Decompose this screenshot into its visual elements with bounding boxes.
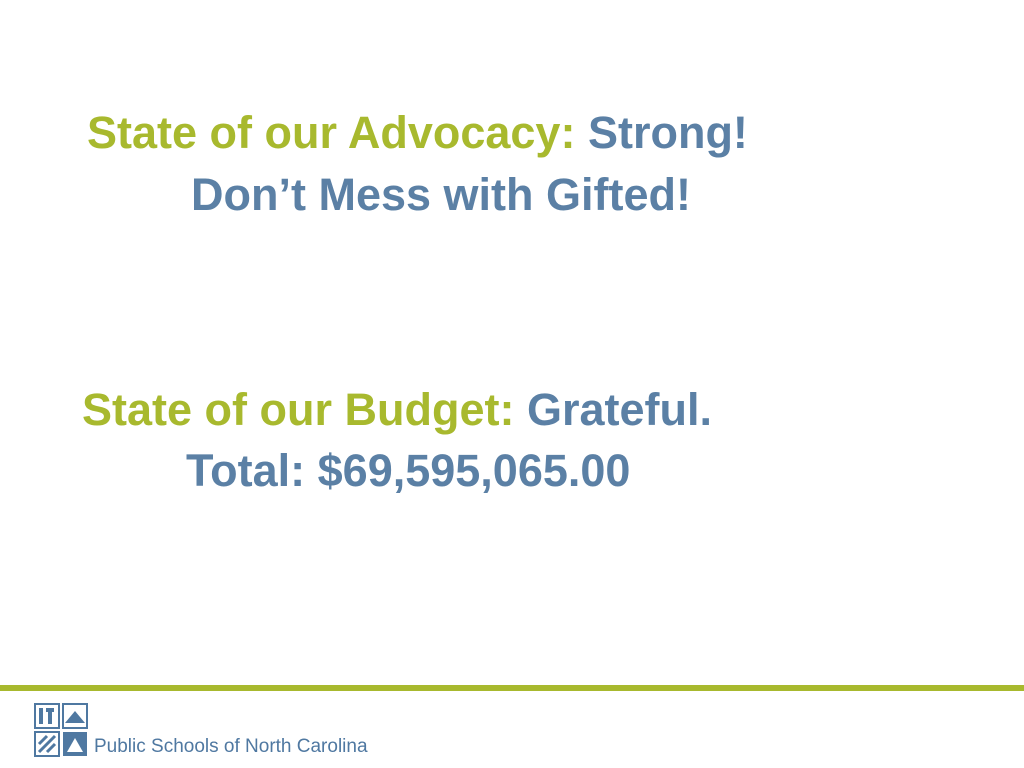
advocacy-label: State of our Advocacy:: [87, 107, 576, 158]
advocacy-heading: [87, 107, 748, 158]
budget-total: Total: $69,595,065.00: [186, 445, 631, 496]
footer-divider: [0, 685, 1024, 691]
footer-organization-name: Public Schools of North Carolina: [94, 736, 368, 757]
budget-heading: [82, 384, 713, 435]
nc-public-schools-logo-icon: [34, 703, 89, 758]
budget-value: Grateful.: [526, 384, 713, 435]
advocacy-subline: Don’t Mess with Gifted!: [191, 169, 691, 220]
budget-label: State of our Budget:: [82, 384, 515, 435]
advocacy-value: Strong!: [587, 107, 748, 158]
